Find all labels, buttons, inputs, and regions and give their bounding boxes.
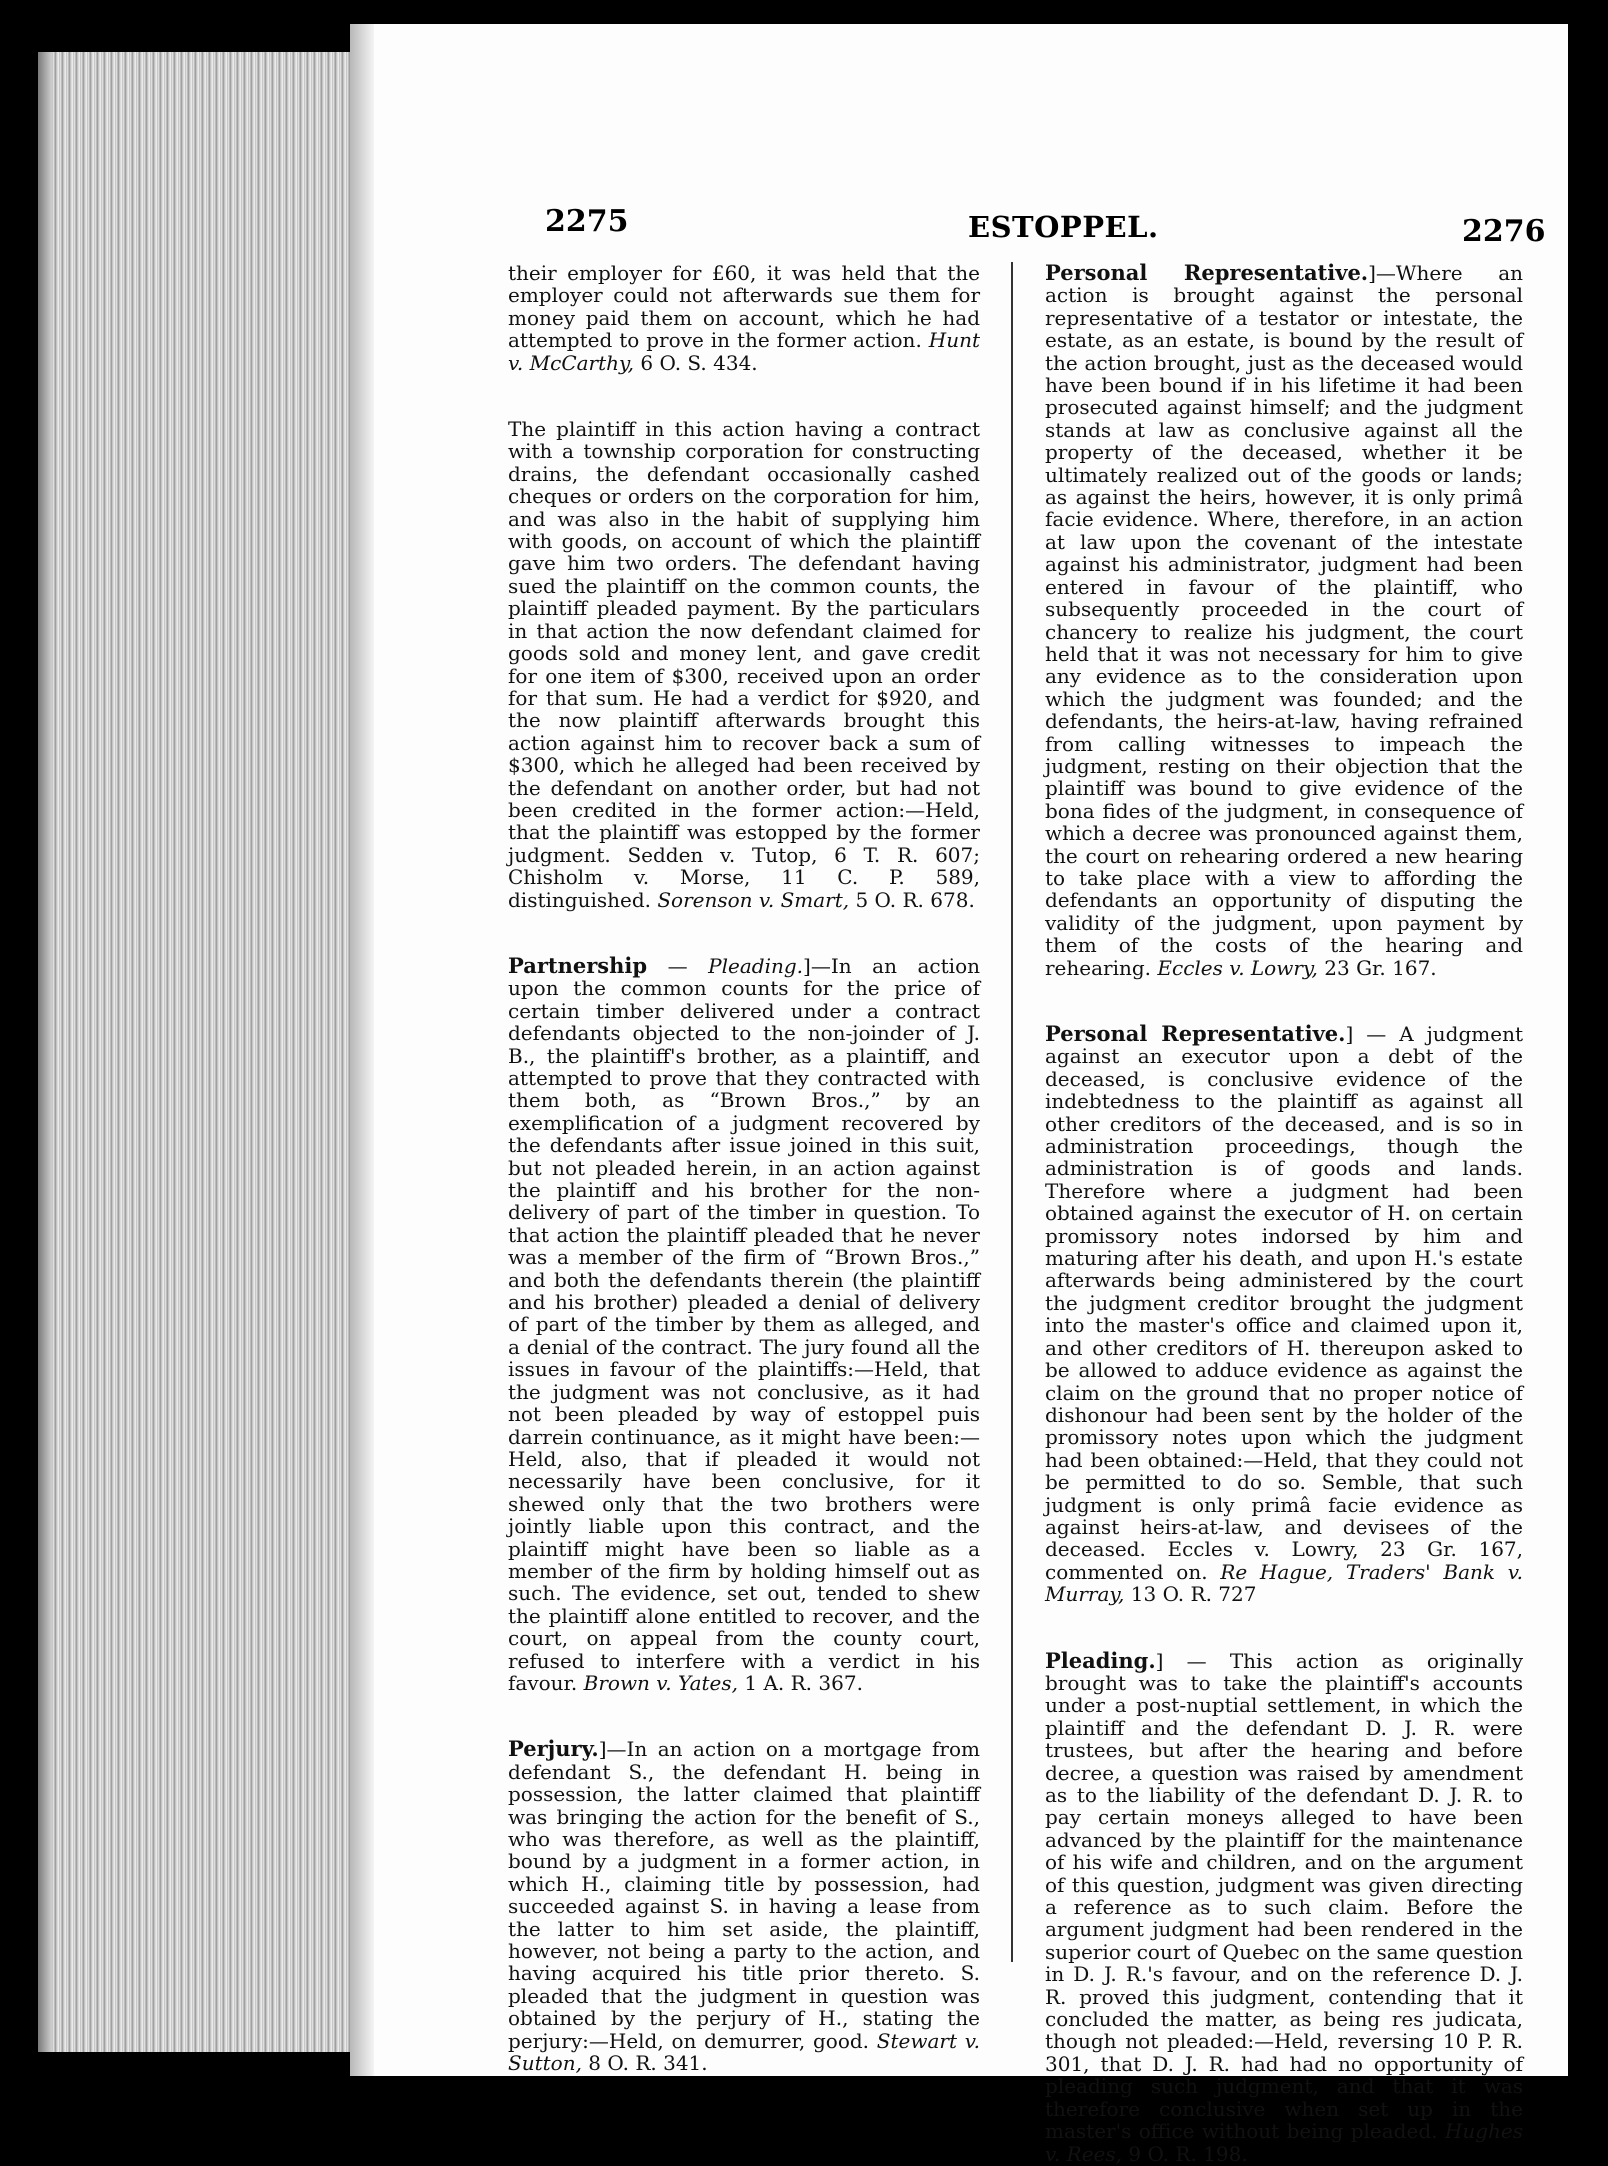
citation: 8 O. R. 341.: [588, 2051, 708, 2076]
paragraph-perjury: [508, 1738, 980, 2074]
case-name: Hunt v. McCarthy,: [508, 328, 980, 375]
paragraph-pleading: [1045, 1647, 1523, 2166]
case-name: Re Hague, Traders' Bank v. Murray,: [1045, 1559, 1524, 1607]
section-subheading: Pleading.: [708, 953, 804, 978]
paragraph-text: ] — A judgment against an executor upon a debt of the deceased, is conclusive evidence of the indebtedness to the plaintiff as against all other creditors of the deceased, and is so in administration proceedings, though the administration is of goods and lands. Therefore where a judgment had been obtained against the executor of H. on certain promissory notes indorsed by him and maturing after his death, and upon H.'s estate afterwards being administered by the court the judgment creditor brought the judgment into the master's office and claimed upon it, and other creditors of H. thereupon asked to be allowed to adduce evidence as against the claim on the ground that no proper notice of dishonour had been sent by the holder of the promissory notes upon which the judgment had been obtained:—Held, that they could not be permitted to do so. Semble, that such judgment is only primâ facie evidence as against heirs-at-law, and devisees of the deceased. Eccles v. Lowry, 23 Gr. 167, commented on.: [1045, 1022, 1523, 1584]
paragraph-personal-representative-1: [1045, 262, 1523, 979]
citation: 9 O. R. 198.: [1128, 2141, 1248, 2166]
page-gutter-shadow: [350, 24, 374, 2076]
running-head: ESTOPPEL.: [968, 210, 1159, 244]
case-name: Brown v. Yates,: [583, 1670, 739, 1695]
citation: 1 A. R. 367.: [744, 1670, 863, 1695]
book-page: [350, 24, 1568, 2166]
book-cover-edge: [38, 52, 52, 2052]
paragraph-sorenson-smart: [508, 418, 980, 911]
paragraph-personal-representative-2: [1045, 1023, 1523, 1606]
paragraph-hunt-mccarthy: [508, 262, 980, 374]
case-name: Eccles v. Lowry,: [1157, 955, 1318, 980]
paragraph-text: The plaintiff in this action having a contract with a township corporation for constructing drains, the defendant occasionally cashed cheques or orders on the corporation for him, and was also in the habit of supplying him with goods, on account of which the plaintiff gave him two orders. The defendant having sued the plaintiff on the common counts, the plaintiff pleaded payment. By the particulars in that action the now defendant claimed for goods sold and money lent, and gave credit for one item of $300, received upon an order for that sum. He had a verdict for $920, and the now plaintiff afterwards brought this action against him to recover back a sum of $300, which he alleged had been received by the defendant on another order, but had not been credited in the former action:—Held, that the plaintiff was estopped by the former judgment. Sedden v. Tutop, 6 T. R. 607; Chisholm v. Morse, 11 C. P. 589, distinguished.: [508, 417, 980, 912]
page-number-right: 2276: [1462, 214, 1546, 249]
section-heading: Perjury.: [508, 1736, 599, 1762]
page-header: [350, 174, 1568, 249]
paragraph-partnership: Partnership — Pleading.]—In an action upon the common counts for the price of certain timber delivered under a contract defendants objected to the non-joinder of J. B., the plaintiff's brother, as a plaintiff, and attempted to prove that they contracted with them both, as “Brown Bros.,” by an exemplification of a judgment recovered by the defendants after issue joined in this suit, but not pleaded herein, in an action against the plaintiff and his brother for the non-delivery of part of the timber in question. To that action the plaintiff pleaded that he never was a member of the firm of “Brown Bros.,” and both the defendants therein (the plaintiff and his brother) pleaded a denial of delivery of part of the timber by them as alleged, and a denial of the contract. The jury found all the issues in favour of the plaintiffs:—Held, that the judgment was not conclusive, as it had not been pleaded by way of estoppel puis darrein continuance, as it might have been:—Held, also, that if pleaded it would not necessarily have been conclusive, for it shewed only that the two brothers were jointly liable upon this contract, and the plaintiff might have been so liable as a member of the firm by holding himself out as such. The evidence, set out, tended to shew the plaintiff alone entitled to recover, and the court, on appeal from the county court, refused to interfere with a verdict in his favour. Brown v. Yates, 1 A. R. 367.: [508, 952, 980, 1695]
left-column: [508, 262, 980, 2074]
paragraph-text: their employer for £60, it was held that the employer could not afterwards sue them for money paid them on account, which he had attempted to prove in the former action.: [508, 261, 980, 353]
paragraph-text: ]—In an action on a mortgage from defendant S., the defendant H. being in possession, the latter claimed that plaintiff was bringing the action for the benefit of S., who was therefore, as well as the plaintiff, bound by a judgment in a former action, in which H., claiming title by possession, had succeeded against S. in having a lease from the latter to him set aside, the plaintiff, however, not being a party to the action, and having acquired his title prior thereto. S. pleaded that the judgment in question was obtained by the perjury of H., stating the perjury:—Held, on demurrer, good.: [508, 1737, 980, 2053]
case-name: Stewart v. Sutton,: [508, 2028, 980, 2076]
right-column: [1045, 262, 1523, 2165]
section-heading: Partnership: [508, 952, 648, 978]
citation: 5 O. R. 678.: [855, 887, 975, 912]
section-heading: Personal Representative.: [1045, 260, 1369, 285]
citation: 6 O. S. 434.: [640, 350, 758, 375]
citation: 23 Gr. 167.: [1324, 955, 1437, 980]
page-number-left: 2275: [545, 204, 629, 239]
page-edges: [38, 52, 358, 2052]
case-name: Hughes v. Rees,: [1045, 2119, 1523, 2166]
citation: 13 O. R. 727: [1130, 1582, 1257, 1607]
section-heading: Pleading.: [1045, 1647, 1156, 1673]
paragraph-text: ]—Where an action is brought against the personal representative of a testator or intestate, the estate, as an estate, is bound by the result of the action brought, just as the deceased would have been bound if in his lifetime it had been prosecuted against himself; and the judgment stands at law as conclusive against all the property of the deceased, whether it be ultimately realized out of the goods or lands; as against the heirs, however, it is only primâ facie evidence. Where, therefore, in an action at law upon the covenant of the intestate against his administrator, judgment had been entered in favour of the plaintiff, who subsequently proceeded in the court of chancery to realize his judgment, the court held that it was not necessary for him to give any evidence as to the consideration upon which the judgment was founded; and the defendants, the heirs-at-law, having refrained from calling witnesses to impeach the judgment, resting on their objection that the plaintiff was bound to give evidence of the bona fides of the judgment, in consequence of which a decree was pronounced against them, the court on rehearing ordered a new hearing to take place with a view to affording the defendants an opportunity of disputing the validity of the judgment, upon payment by them of the costs of the hearing and rehearing.: [1045, 261, 1523, 980]
section-heading: Personal Representative.: [1045, 1021, 1346, 1046]
column-divider: [1011, 262, 1013, 1962]
case-name: Sorenson v. Smart,: [657, 887, 850, 912]
paragraph-text: ] — This action as originally brought was to take the plaintiff's accounts under a post-nuptial settlement, in which the plaintiff and the defendant D. J. R. were trustees, but after the hearing and before decree, a question was raised by amendment as to the liability of the defendant D. J. R. to pay certain moneys alleged to have been advanced by the plaintiff for the maintenance of his wife and children, and on the argument of this question, judgment was given directing a reference as to such claim. Before the argument judgment had been rendered in the superior court of Quebec on the same question in D. J. R.'s favour, and on the reference D. J. R. proved this judgment, contending that it concluded the matter, as being res judicata, though not pleaded:—Held, reversing 10 P. R. 301, that D. J. R. had had no opportunity of pleading such judgment, and that it was therefore conclusive when set up in the master's office without being pleaded.: [1045, 1648, 1523, 2144]
paragraph-text: ]—In an action upon the common counts for the price of certain timber delivered under a contract defendants objected to the non-joinder of J. B., the plaintiff's brother, as a plaintiff, and attempted to prove that they contracted with them both, as “Brown Bros.,” by an exemplification of a judgment recovered by the defendants after issue joined in this suit, but not pleaded herein, in an action against the plaintiff and his brother for the non-delivery of part of the timber in question. To that action the plaintiff pleaded that he never was a member of the firm of “Brown Bros.,” and both the defendants therein (the plaintiff and his brother) pleaded a denial of delivery of part of the timber by them as alleged, and a denial of the contract. The jury found all the issues in favour of the plaintiffs:—Held, that the judgment was not conclusive, as it had not been pleaded by way of estoppel puis darrein continuance, as it might have been:—Held, also, that if pleaded it would not necessarily have been conclusive, for it shewed only that the two brothers were jointly liable upon this contract, and the plaintiff might have been so liable as a member of the firm by holding himself out as such. The evidence, set out, tended to shew the plaintiff alone entitled to recover, and the court, on appeal from the county court, refused to interfere with a verdict in his favour.: [508, 953, 980, 1695]
